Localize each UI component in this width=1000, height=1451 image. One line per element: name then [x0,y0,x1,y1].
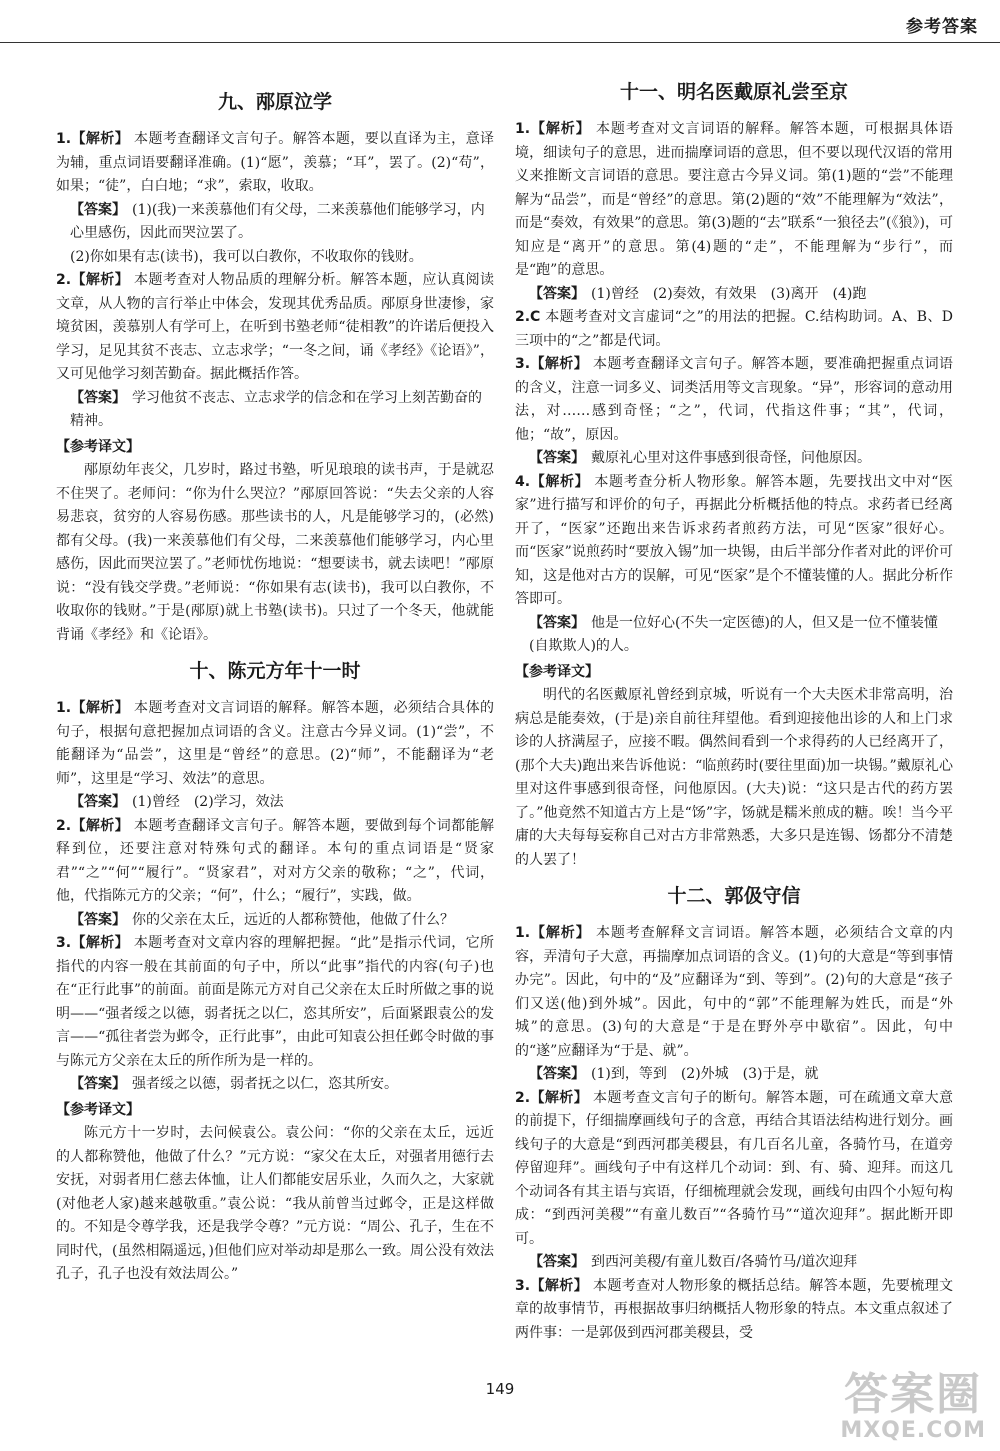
analysis-text: 本题考查解释文言词语。解答本题，必须结合文章的内容，弄清句子大意，再揣摩加点词语的含义。(1)句的大意是“等到事情办完”。因此，句中的“及”应翻译为“到、等到”。(2)句的大意是“孩子们又送(他)到外城”。因此，句中的“郭”不能理解为姓氏，而是“外城”的意思。(3)句的大意是“于是在野外亭中歇宿”。因此，句中的“遂”应翻译为“于是、就”。 [515,925,954,1059]
header-label: 参考答案 [906,17,978,37]
question-item: 2.【解析】 本题考查对人物品质的理解分析。解答本题，应认真阅读文章，从人物的言行举止中体会，发现其优秀品质。邴原身世凄惨，家境贫困，羡慕别人有学可上，在听到书塾老师“徒相教”的许诺后便投入学习，足见其贫不丧志、立志求学；“一冬之间，诵《孝经》《论语》”，又可见他学习刻苦勤奋。据此概括作答。 [56,272,495,382]
watermark-domain: MXQE.COM [840,1418,986,1443]
question-item: 3.【解析】 本题考查对文章内容的理解把握。“此”是指示代词，它所指代的内容一般在其前面的句子中，所以“此事”指代的内容(句子)也在“正行此事”的前面。前面是陈元方对自己父亲在太丘时所做之事的说明——“强者绥之以德，弱者抚之以仁，恣其所安”，后面紧跟袁公的发言——“孤往者尝为邺令，正行此事”，由此可知袁公担任邺令时做的事与陈元方父亲在太丘的所作所为是一样的。 [56,935,494,1069]
translation-text: 邴原幼年丧父，几岁时，路过书塾，听见琅琅的读书声，于是就忍不住哭了。老师问：“你为什么哭泣？”邴原回答说：“失去父亲的人容易悲哀，贫穷的人容易伤感。那些读书的人，凡是能够学习的，(必然)都有父母。(我)一来羡慕他们有父母，二来羡慕他们能够学习，内心里感伤，因此而哭泣罢了。”老师忧伤地说：“想要读书，就去读吧！”邴原说：“没有钱交学费。”老师说：“你如果有志(读书)，我可以白教你，不收取你的钱财。”于是(邴原)就上书塾(读书)。只过了一个冬天，他就能背诵《孝经》和《论语》。 [56,462,494,643]
question-item: 2.【解析】 本题考查文言句子的断句。解答本题，可在疏通文章大意的前提下，仔细揣摩画线句子的含意，再结合其语法结构进行划分。画线句子的大意是“到西河郡美稷县，有几百名儿童，各骑竹马，在道旁停留迎拜”。画线句子中有这样几个动词：到、有、骑、迎拜。而这几个动词各有其主语与宾语，仔细梳理就会发现，画线句由四个小短句构成：“到西河美稷”“有童儿数百”“各骑竹马”“道次迎拜”。据此断开即可。 [515,1089,954,1247]
question-item: 1.【解析】 本题考查解释文言词语。解答本题，必须结合文章的内容，弄清句子大意，再揣摩加点词语的含义。(1)句的大意是“等到事情办完”。因此，句中的“及”应翻译为“到、等到”。(2)句的大意是“孩子们又送(他)到外城”。因此，句中的“郭”不能理解为姓氏，而是“外城”的意思。(3)句的大意是“于是在野外亭中歇宿”。因此，句中的“遂”应翻译为“于是、就”。 [515,925,954,1059]
analysis-text: 本题考查分析人物形象。解答本题，先要找出文中对“医家”进行描写和评价的句子，再据此分析概括他的特点。求药者已经离开了，“医家”还跑出来告诉求药者煎药方法，可见“医家”很好心。而“医家”说煎药时“要放入锡”加一块锡，由后半部分作者对此的评价可知，这是他对古方的误解，可见“医家”是个不懂装懂的人。据此分析作答即可。 [515,473,954,607]
question-item: 3.【解析】 本题考查翻译文言句子。解答本题，要准确把握重点词语的含义，注意一词多义、词类活用等文言现象。“异”，形容词的意动用法，对……感到奇怪；“之”，代词，代指这件事；“其”，代词，他；“故”，原因。 [515,356,954,443]
answer-line: 【答案】 强者绥之以德，弱者抚之以仁，恣其所安。 [70,1076,398,1092]
answer-line: 【答案】 (1)曾经 (2)学习，效法 [70,794,284,810]
translation-text: 明代的名医戴原礼曾经到京城，听说有一个大夫医术非常高明，治病总是能奏效，(于是)亲自前往拜望他。看到迎接他出诊的人和上门求诊的人挤满屋子，应接不暇。偶然间看到一个求得药的人已经离开了，(那个大夫)跑出来告诉他说：“临煎药时(要往里面)加一块锡。”戴原礼心里对这件事感到很奇怪，问他原因。(大夫)说：“这只是古代的药方罢了。”他竟然不知道古方上是“饧”字，饧就是糯米煎成的糖。唉！当今平庸的大夫每每妄称自己对古方非常熟悉，大多只是连锡、饧都分不清楚的人罢了！ [515,687,953,868]
analysis-text: 本题考查对人物形象的概括总结。解答本题，先要梳理文章的故事情节，再根据故事归纳概括人物形象的特点。本文重点叙述了两件事：一是郭伋到西河郡美稷县，受 [515,1277,954,1341]
answer-line: 【答案】 戴原礼心里对这件事感到很奇怪，问他原因。 [529,450,871,466]
answer-line: 【答案】 (1)(我)一来羡慕他们有父母，二来羡慕他们能够学习，内心里感伤，因此而哭泣罢了。 [70,201,485,241]
analysis-text: 本题考查对人物品质的理解分析。解答本题，应认真阅读文章，从人物的言行举止中体会，发现其优秀品质。邴原身世凄惨，家境贫困，羡慕别人有学可上，在听到书塾老师“徒相教”的许诺后便投入学习，足见其贫不丧志、立志求学；“一冬之间，诵《孝经》《论语》”，又可见他学习刻苦勤奋。据此概括作答。 [56,272,495,382]
analysis-text: 本题考查对文言虚词“之”的用法的把握。C.结构助词。A、B、D三项中的“之”都是代词。 [515,309,953,349]
section-title-10: 十、陈元方年十一时 [189,660,361,682]
left-column [56,78,494,1287]
analysis-text: 本题考查对文言词语的解释。解答本题，必须结合具体的句子，根据句意把握加点词语的含义。注意古今异义词。(1)“尝”，不能翻译为“品尝”，这里是“曾经”的意思。(2)“师”，不能翻译为“老师”，这里是“学习、效法”的意思。 [56,700,495,787]
analysis-text: 本题考查对文言词语的解释。解答本题，可根据具体语境，细读句子的意思，进而揣摩词语的意思，但不要以现代汉语的常用义来推断文言词语的意思。要注意古今异义词。第(1)题的“尝”不能理解为“品尝”，而是“曾经”的意思。第(2)题的“效”不能理解为“效法”，而是“奏效，有效果”的意思。第(3)题的“去”联系“一狼径去”(《狼》)，可知应是“离开”的意思。第(4)题的“走”，不能理解为“步行”，而是“跑”的意思。 [515,121,954,278]
watermark-logo-text: 答案圈 [844,1369,983,1420]
analysis-text: 本题考查翻译文言句子。解答本题，要做到每个词都能解释到位，还要注意对特殊句式的翻译。本句的重点词语是“贤家君”“之”“何”“履行”。“贤家君”，对对方父亲的敬称；“之”，代词，他，代指陈元方的父亲；“何”，什么；“履行”，实践，做。 [56,817,495,904]
question-item: 4.【解析】 本题考查分析人物形象。解答本题，先要找出文中对“医家”进行描写和评价的句子，再据此分析概括他的特点。求药者已经离开了，“医家”还跑出来告诉求药者煎药方法，可见“医家”很好心。而“医家”说煎药时“要放入锡”加一块锡，由后半部分作者对此的评价可知，这是他对古方的误解，可见“医家”是个不懂装懂的人。据此分析作答即可。 [515,473,954,607]
analysis-text: 本题考查翻译文言句子。解答本题，要准确把握重点词语的含义，注意一词多义、词类活用等文言现象。“异”，形容词的意动用法，对……感到奇怪；“之”，代词，代指这件事；“其”，代词，他；“故”，原因。 [515,356,954,443]
answer-line: 【答案】 (1)曾经 (2)奏效，有效果 (3)离开 (4)跑 [529,285,867,302]
section-title-12: 十二、郭伋守信 [667,885,801,907]
analysis-text: 本题考查文言句子的断句。解答本题，可在疏通文章大意的前提下，仔细揣摩画线句子的含意，再结合其语法结构进行划分。画线句子的大意是“到西河郡美稷县，有几百名儿童，各骑竹马，在道旁停留迎拜”。画线句子中有这样几个动词：到、有、骑、迎拜。而这几个动词各有其主语与宾语，仔细梳理就会发现，画线句由四个小短句构成：“到西河美稷”“有童儿数百”“各骑竹马”“道次迎拜”。据此断开即可。 [515,1089,954,1247]
answer-line: (2)你如果有志(读书)，我可以白教你，不收取你的钱财。 [70,248,423,265]
question-item: 1.【解析】 本题考查对文言词语的解释。解答本题，必须结合具体的句子，根据句意把握加点词语的含义。注意古今异义词。(1)“尝”，不能翻译为“品尝”，这里是“曾经”的意思。(2)“师”，不能翻译为“老师”，这里是“学习、效法”的意思。 [56,700,495,787]
analysis-text: 本题考查翻译文言句子。解答本题，要以直译为主，意译为辅，重点词语要翻译准确。(1)“愿”，羡慕；“耳”，罢了。(2)“苟”，如果；“徒”，白白地；“求”，索取，收取。 [56,131,495,194]
question-item: 2.C 本题考查对文言虚词“之”的用法的把握。C.结构助词。A、B、D三项中的“之”都是代词。 [515,309,953,349]
answer-line: 【答案】 他是一位好心(不失一定医德)的人，但又是一位不懂装懂(自欺欺人)的人。 [529,614,938,654]
section-title-9: 九、邴原泣学 [217,91,332,113]
question-item: 1.【解析】 本题考查翻译文言句子。解答本题，要以直译为主，意译为辅，重点词语要翻译准确。(1)“愿”，羡慕；“耳”，罢了。(2)“苟”，如果；“徒”，白白地；“求”，索取，收取。 [56,131,495,194]
question-item: 2.【解析】 本题考查翻译文言句子。解答本题，要做到每个词都能解释到位，还要注意对特殊句式的翻译。本句的重点词语是“贤家君”“之”“何”“履行”。“贤家君”，对对方父亲的敬称；“之”，代词，他，代指陈元方的父亲；“何”，什么；“履行”，实践，做。 [56,817,495,904]
question-item: 3.【解析】 本题考查对人物形象的概括总结。解答本题，先要梳理文章的故事情节，再根据故事归纳概括人物形象的特点。本文重点叙述了两件事：一是郭伋到西河郡美稷县，受 [515,1277,954,1341]
watermark-logo [840,1369,986,1443]
translation-heading: 【参考译文】 [515,663,599,680]
page-number: 149 [485,1380,515,1398]
answer-line: 【答案】 到西河美稷/有童儿数百/各骑竹马/道次迎拜 [529,1254,858,1270]
answer-line: 【答案】 你的父亲在太丘，远近的人都称赞他，他做了什么？ [70,911,454,928]
translation-text: 陈元方十一岁时，去问候袁公。袁公问：“你的父亲在太丘，远近的人都称赞他，他做了什么？”元方说：“家父在太丘，对强者用德行去安抚，对弱者用仁慈去体恤，让人们都能安居乐业，久而久之，大家就(对他老人家)越来越敬重。”袁公说：“我从前曾当过邺令，正是这样做的。不知是令尊学我，还是我学令尊？”元方说：“周公、孔子，生在不同时代，(虽然相隔遥远，)但他们应对举动却是那么一致。周公没有效法孔子，孔子也没有效法周公。” [56,1125,494,1282]
analysis-text: 本题考查对文章内容的理解把握。“此”是指示代词，它所指代的内容一般在其前面的句子中，所以“此事”指代的内容(句子)也在“正行此事”的前面。前面是陈元方对自己父亲在太丘时所做之事的说明——“强者绥之以德，弱者抚之以仁，恣其所安”，后面紧跟袁公的发言——“孤往者尝为邺令，正行此事”，由此可知袁公担任邺令时做的事与陈元方父亲在太丘的所作所为是一样的。 [56,935,494,1069]
answer-line: 【答案】 学习他贫不丧志、立志求学的信念和在学习上刻苦勤奋的精神。 [70,389,482,429]
section-title-11: 十一、明名医戴原礼尝至京 [619,81,848,103]
translation-heading: 【参考译文】 [56,438,140,455]
header-rule [0,42,1000,43]
answer-line: 【答案】 (1)到，等到 (2)外城 (3)于是，就 [529,1066,819,1082]
right-column [515,78,953,1345]
translation-heading: 【参考译文】 [56,1101,140,1118]
question-item: 1.【解析】 本题考查对文言词语的解释。解答本题，可根据具体语境，细读句子的意思，进而揣摩词语的意思，但不要以现代汉语的常用义来推断文言词语的意思。要注意古今异义词。第(1)题的“尝”不能理解为“品尝”，而是“曾经”的意思。第(2)题的“效”不能理解为“效法”，而是“奏效，有效果”的意思。第(3)题的“去”联系“一狼径去”(《狼》)，可知应是“离开”的意思。第(4)题的“走”，不能理解为“步行”，而是“跑”的意思。 [515,121,954,278]
